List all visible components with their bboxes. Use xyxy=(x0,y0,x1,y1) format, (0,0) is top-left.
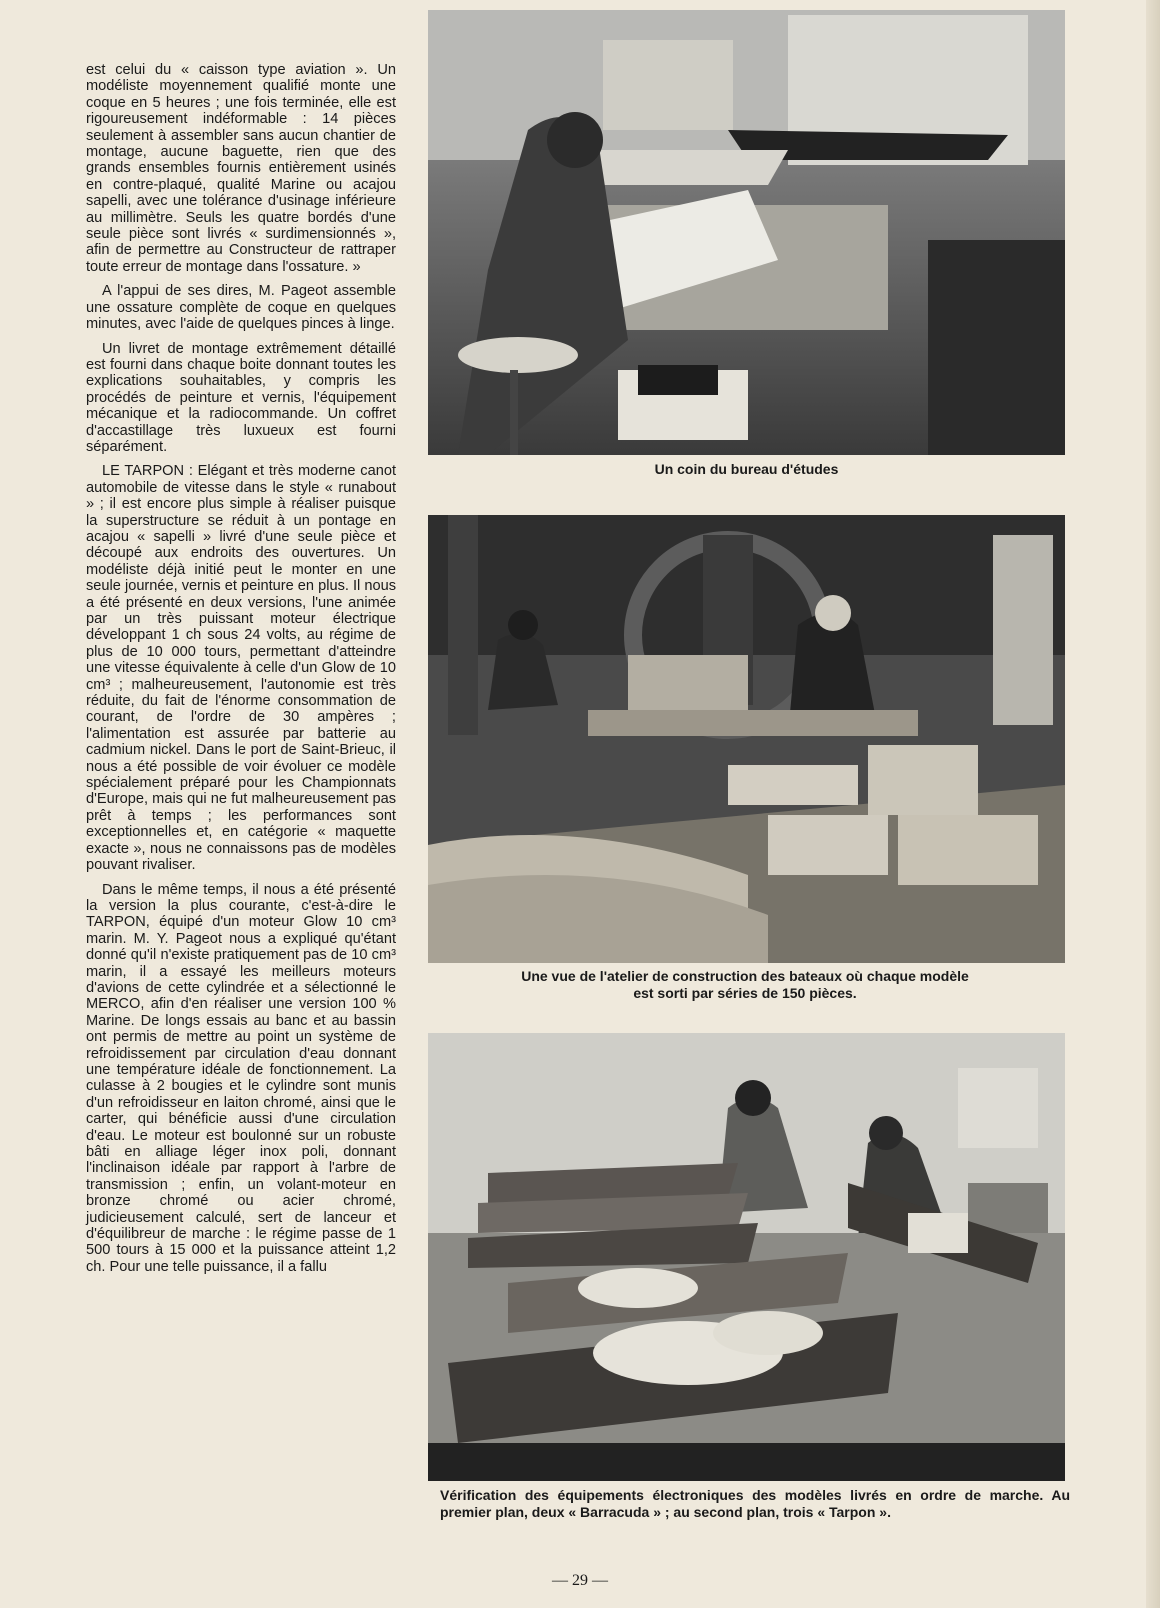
page-number: — 29 — xyxy=(552,1572,608,1589)
photo-design-office xyxy=(428,10,1065,455)
photo-electronics-check xyxy=(428,1033,1065,1481)
article-text-column xyxy=(86,62,396,1283)
photo-caption: Une vue de l'atelier de construction des bateaux où chaque modèle est sorti par séries de 150 pièces. xyxy=(521,968,969,1001)
photo-caption: Un coin du bureau d'études xyxy=(654,461,839,477)
article-paragraph: est celui du « caisson type aviation ». Un modéliste moyennement qualifié monte une coque en 5 heures ; une fois terminée, elle est rigoureusement indéformable : 14 pièces seulement à assembler sans aucun chantier de montage, aucune baguette, rien que des grands ensembles fournis entièrement usinés en contre-plaqué, qualité Marine ou acajou sapelli, avec une tolérance d'usinage inférieure au millimètre. Seuls les quatre bordés d'une seule pièce sont livrés « surdimensionnés », afin de permettre au Constructeur de rattraper toute erreur de montage dans l'ossature. » xyxy=(86,62,396,275)
article-paragraph: LE TARPON : Elégant et très moderne canot automobile de vitesse dans le style « runabout » ; il est encore plus simple à réaliser puisque la superstructure se réduit à un pontage en acajou « sapelli » livré d'une seule pièce et découpé aux endroits des ouvertures. Un modéliste déjà initié peut le monter en une seule journée, vernis et peinture en plus. Il nous a été présenté en deux versions, l'une animée par un très puissant moteur électrique développant 1 ch sous 24 volts, au régime de plus de 10 000 tours, permettant d'atteindre une vitesse équivalente à celle d'un Glow de 10 cm³ ; malheureusement, l'autonomie est très réduite, du fait de l'énorme consommation de courant, de l'ordre de 30 ampères ; l'alimentation est assurée par batterie au cadmium nickel. Dans le port de Saint-Brieuc, il nous a été possible de voir évoluer ce modèle spécialement préparé pour les Championnats d'Europe, mais qui ne fut malheureusement pas prêt à temps ; les performances sont exceptionnelles et, en catégorie « maquette exacte », nous ne connaissons pas de modèles pouvant rivaliser. xyxy=(86,463,396,874)
article-paragraph: Dans le même temps, il nous a été présenté la version la plus courante, c'est-à-dire le TARPON, équipé d'un moteur Glow 10 cm³ marin. M. Y. Pageot nous a expliqué qu'étant donné qu'il n'existe pratiquement pas de 10 cm³ marin, il a essayé les meilleurs moteurs d'avions de cette cylindrée et a sélectionné le MERCO, afin d'en réaliser une version 100 % Marine. De longs essais au banc et au bassin ont permis de mettre au point un système de refroidissement par circulation d'eau donnant une température idéale de fonctionnement. La culasse à 2 bougies et le cylindre sont munis d'un refroidisseur en laiton chromé, ainsi que le carter, qui bénéficie aussi d'une circulation d'eau. Le moteur est boulonné sur un robuste bâti en alliage léger inox poli, donnant l'inclinaison idéale par rapport à l'arbre de transmission ; enfin, un volant-moteur en bronze chromé ou acier chromé, judicieusement calculé, sert de lanceur et d'équilibreur de marche : le régime passe de 1 500 tours à 15 000 et la puissance atteint 1,2 ch. Pour une telle puissance, il a fallu xyxy=(86,881,396,1275)
photo-workshop xyxy=(428,515,1065,963)
article-paragraph: A l'appui de ses dires, M. Pageot assemble une ossature complète de coque en quelques minutes, avec l'aide de quelques pinces à linge. xyxy=(86,283,396,333)
photo-caption: Vérification des équipements électroniques des modèles livrés en ordre de marche. Au premier plan, deux « Barracuda » ; au second plan, trois « Tarpon ». xyxy=(440,1487,1070,1520)
page-edge xyxy=(1146,0,1160,1608)
article-paragraph: Un livret de montage extrêmement détaillé est fourni dans chaque boite donnant toutes les explications souhaitables, y compris les procédés de peinture et vernis, l'équipement mécanique et la radiocommande. Un coffret d'accastillage très luxueux est fourni séparément. xyxy=(86,340,396,455)
